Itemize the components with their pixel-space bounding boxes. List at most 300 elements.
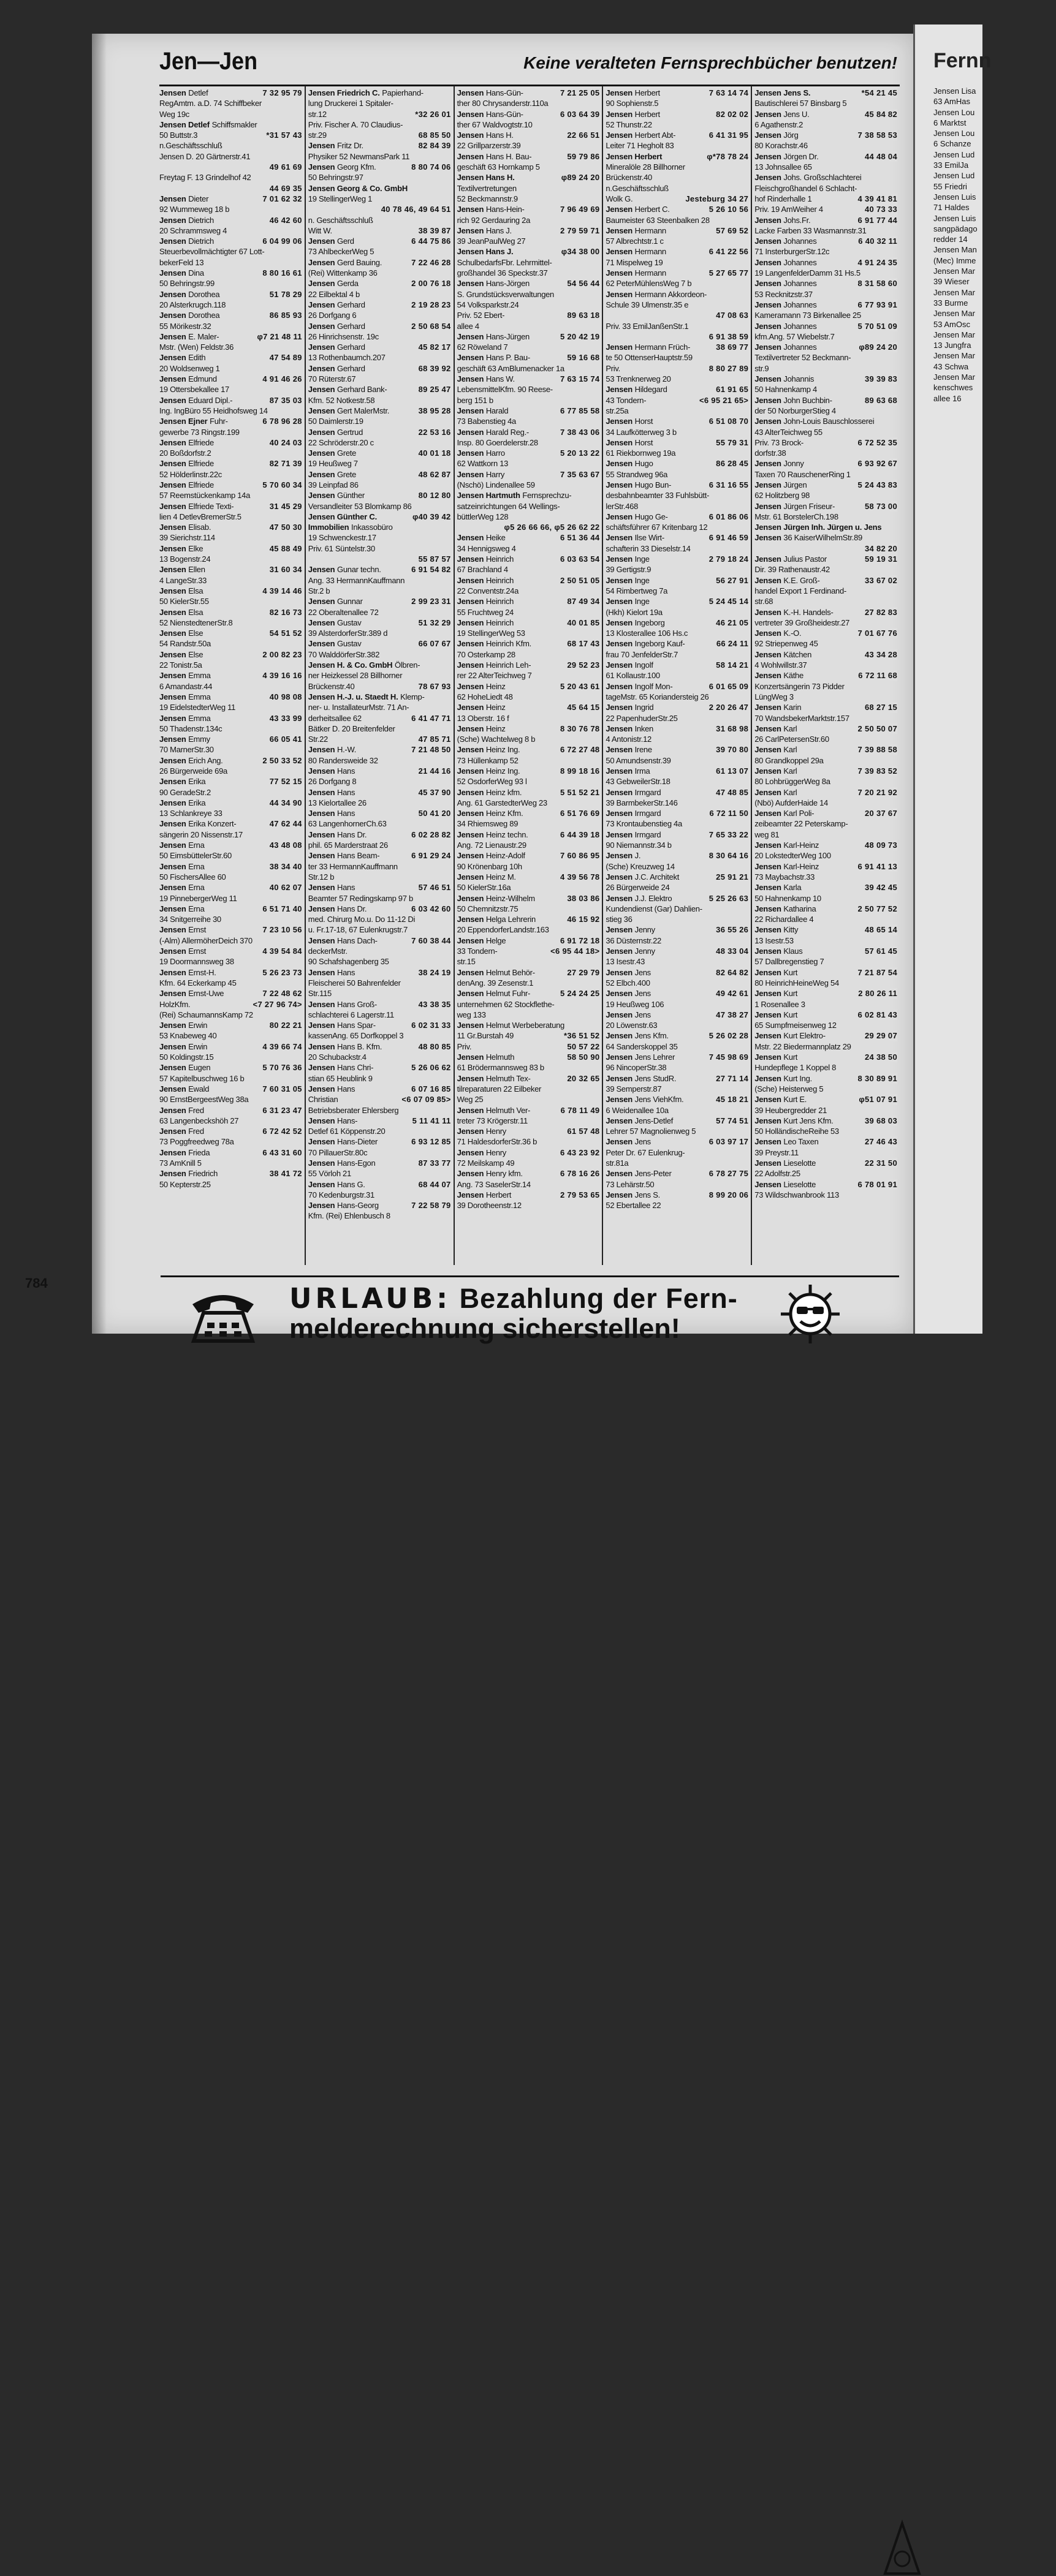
listing-detail: Inge [634, 597, 650, 606]
listing-line [159, 363, 302, 374]
listing-phone-number: 4 91 24 35 [856, 257, 897, 268]
listing-line [308, 1105, 451, 1116]
listing-phone-number: 5 70 60 34 [260, 480, 302, 490]
listing-name: Jensen [159, 268, 186, 278]
listing-phone-number: 46 42 60 [267, 215, 302, 225]
listing-line [754, 861, 897, 872]
listing-line [308, 448, 451, 458]
listing-phone-number: 6 03 97 17 [707, 1136, 748, 1147]
listing-phone-number: 57 61 45 [862, 946, 897, 956]
listing-name: Jensen [457, 88, 484, 97]
listing-detail: Hans Spar- [337, 1021, 376, 1030]
listing-phone-number: 48 33 04 [713, 946, 748, 956]
listing-line [606, 448, 748, 458]
listing-phone-number: 6 72 42 52 [260, 1126, 302, 1136]
listing-detail: Ewald [188, 1084, 210, 1093]
listing-line [457, 490, 600, 500]
listing-line [606, 1147, 748, 1158]
listing-name: Jensen [308, 1201, 335, 1211]
listing-line [159, 406, 302, 416]
listing-line [159, 787, 302, 798]
listing-line [754, 310, 897, 320]
listing-name: Jensen [606, 554, 632, 564]
listing-detail: (-Alm) AllermöherDeich 370 [159, 935, 253, 945]
listing-detail: n.Geschäftsschluß [606, 183, 669, 193]
listing-detail: Gerhard [337, 300, 365, 309]
listing-line [754, 1030, 897, 1041]
listing-detail: 50 Behringstr.97 [308, 173, 363, 183]
listing-detail: Lehrer 57 Magnolienweg 5 [606, 1127, 696, 1136]
listing-line [606, 638, 748, 649]
listing-name: Jensen [457, 575, 484, 585]
listing-detail: Jens U. [783, 109, 810, 119]
listing-phone-number: 6 03 63 54 [558, 554, 599, 564]
listing-name: Jensen H.-J. u. Staedt H. [308, 692, 398, 701]
listing-line [606, 406, 748, 416]
listing-detail: 13 Kielortallee 26 [308, 798, 367, 807]
listing-line [159, 618, 302, 628]
listing-line [159, 448, 302, 458]
listing-phone-number: 8 80 16 61 [260, 268, 302, 278]
listing-line [754, 437, 897, 448]
listing-line [754, 342, 897, 352]
listing-line [606, 575, 748, 586]
listing-detail: Grete [337, 469, 357, 479]
listing-name: Jensen Detlef [159, 119, 210, 129]
listing-detail: weg 81 [754, 829, 780, 839]
listing-line [457, 246, 600, 257]
listing-name: Jensen [606, 829, 632, 839]
listing-detail: Heinz [485, 723, 506, 733]
listing-line [308, 840, 451, 850]
listing-name: Jensen [606, 893, 632, 903]
listing-name: Jensen [754, 374, 781, 384]
listing-name: Jensen [159, 1021, 186, 1030]
listing-line [308, 850, 451, 861]
listing-detail: hof Rinderhalle 1 [754, 194, 812, 203]
listing-detail: Herbert [634, 109, 660, 119]
listing-line [606, 172, 748, 183]
listing-line [308, 956, 451, 967]
listing-name: Jensen [308, 1041, 335, 1051]
listing-detail: 39 BarmbekerStr.146 [606, 798, 678, 807]
listing-detail: 50 Behringstr.99 [159, 279, 215, 289]
listing-detail: Klemp- [400, 692, 425, 701]
listing-detail: Heike [485, 533, 506, 543]
listing-phone-number: 6 91 54 82 [409, 564, 450, 575]
listing-phone-number: 59 79 86 [564, 151, 599, 162]
listing-detail: Erich Ang. [188, 755, 223, 765]
listing-detail: Bätker D. 20 Breitenfelder [308, 723, 395, 733]
listing-name: Jensen [457, 554, 484, 564]
listing-line [159, 289, 302, 300]
listing-detail: 57 Reemstückenkamp 14a [159, 491, 251, 500]
listing-name: Jensen Jens S. [754, 88, 811, 97]
listing-detail: (Nbö) AufderHaide 14 [754, 798, 828, 807]
listing-detail: Johs. Großschlachterei [783, 173, 862, 183]
listing-name: Jensen [606, 289, 632, 299]
listing-phone-number: 6 40 32 11 [856, 236, 897, 246]
listing-detail: Jens-Detlef [634, 1116, 674, 1125]
telephone-icon [186, 1286, 260, 1345]
listing-phone-number: 43 34 28 [862, 649, 897, 660]
listing-name: Jensen [308, 565, 335, 575]
listing-line [754, 331, 897, 342]
listing-phone-number: 82 84 39 [416, 140, 451, 151]
listing-detail: Heinz-Wilhelm [485, 893, 535, 903]
listing-phone-number: 49 42 61 [713, 988, 748, 999]
listing-line [308, 766, 451, 776]
listing-detail: Kurt Jens Kfm. [783, 1116, 834, 1125]
listing-detail: 26 Dorfgang 8 [308, 777, 357, 787]
listing-detail: 52 Hölderlinstr.22c [159, 469, 222, 479]
listing-line [754, 692, 897, 702]
listing-detail: K.E. Groß- [783, 575, 820, 585]
listing-line [308, 882, 451, 893]
listing-phone-number: 6 01 65 09 [707, 681, 748, 692]
listing-detail: 90 ErnstBergeestWeg 38a [159, 1095, 249, 1105]
listing-line [159, 766, 302, 776]
listing-detail: 67 Brachland 4 [457, 565, 508, 575]
listing-line [457, 416, 600, 426]
listing-detail: Kätchen [783, 649, 812, 659]
listing-phone-number: 4 39 41 81 [856, 194, 897, 204]
listing-line [457, 512, 600, 522]
listing-detail: 6 Weidenallee 10a [606, 1105, 669, 1115]
listing-line [457, 268, 600, 278]
listing-name: Jensen [457, 1073, 484, 1083]
listing-detail: lerStr.468 [606, 501, 639, 511]
listing-line [754, 1020, 897, 1030]
listing-detail: 43 AlterTeichweg 55 [754, 427, 822, 437]
listing-detail: Hans Chri- [337, 1063, 374, 1073]
listing-detail: 50 Hahnenkamp 10 [754, 893, 821, 903]
listing-line [606, 904, 748, 914]
listing-line [159, 416, 302, 426]
listing-phone-number: 38 24 19 [416, 967, 451, 978]
adjacent-page-line: Jensen Lou [933, 107, 975, 117]
listing-detail: (Sche) Wachtelweg 8 b [457, 735, 536, 744]
listing-name: Jensen [159, 88, 186, 97]
listing-phone-number: 24 38 50 [862, 1052, 897, 1062]
listing-name: Jensen [457, 935, 484, 945]
listing-detail: Kfm. 52 Notkestr.58 [308, 395, 375, 405]
listing-phone-number: 2 50 33 52 [260, 755, 302, 766]
listing-name: Jensen [457, 639, 484, 649]
listing-line [308, 1084, 451, 1094]
listing-detail: berg 151 b [457, 395, 493, 405]
listing-detail: Inge [634, 575, 650, 585]
listing-line [159, 670, 302, 681]
listing-phone-number: 55 79 31 [713, 437, 748, 448]
listing-detail: LebensmittelKfm. 90 Reese- [457, 385, 553, 395]
listing-detail: 34 Snitgerreihe 30 [159, 915, 221, 924]
listing-line [457, 88, 600, 98]
listing-name: Jensen [754, 459, 781, 469]
listing-detail: ther 80 Chrysanderstr.110a [457, 99, 549, 108]
listing-name: Jensen [308, 1084, 335, 1093]
listing-detail: Hans [337, 787, 355, 797]
listing-line [606, 469, 748, 480]
listing-detail: 39 AlsterdorferStr.389 d [308, 629, 388, 638]
listing-name: Jensen [159, 989, 186, 999]
listing-phone-number: 5 26 02 28 [707, 1030, 748, 1041]
listing-phone-number: 2 99 23 31 [409, 596, 450, 606]
listing-name: Jensen [159, 1169, 186, 1179]
listing-line [754, 490, 897, 500]
listing-phone-number: 48 62 87 [416, 469, 451, 480]
listing-phone-number: 22 31 50 [862, 1158, 897, 1168]
listing-detail: Hans-Dieter [337, 1137, 378, 1147]
listing-detail: Jenny [634, 925, 655, 935]
listing-line [754, 278, 897, 289]
listing-line [159, 575, 302, 586]
listing-detail: Heinz Ing. [485, 766, 520, 776]
listing-name: Jensen [308, 935, 335, 945]
listing-line [308, 469, 451, 480]
listing-detail: satzeinrichtungen 64 Wellings- [457, 501, 560, 511]
listing-detail: Fred [188, 1105, 204, 1115]
listing-line [159, 194, 302, 204]
listing-line [308, 300, 451, 310]
listing-line [457, 924, 600, 935]
listing-phone-number: 4 91 46 26 [260, 374, 302, 384]
listing-line [606, 1105, 748, 1116]
adjacent-page-line: 6 Schanze [933, 139, 971, 149]
listing-line [457, 342, 600, 352]
listing-name: Jensen [754, 1116, 781, 1125]
listing-detail: 90 Krönenbarg 10h [457, 861, 522, 871]
listing-detail: 20 Löwenstr.63 [606, 1021, 658, 1030]
listing-line [308, 352, 451, 363]
listing-line [159, 225, 302, 236]
listing-line [606, 924, 748, 935]
listing-phone-number: 82 16 73 [267, 607, 302, 618]
listing-detail: 13 Klosterallee 106 Hs.c [606, 629, 688, 638]
listing-detail: ner- u. InstallateurMstr. 71 An- [308, 703, 409, 712]
listing-line [308, 183, 451, 194]
listing-name: Jensen [606, 681, 632, 691]
listing-name: Jensen Günther C. [308, 512, 377, 521]
listing-detail: Else [188, 629, 203, 638]
listing-phone-number: 22 66 51 [564, 130, 599, 140]
listing-detail: Karla [783, 883, 802, 893]
listing-detail: 34 Laufkötterweg 3 b [606, 427, 677, 437]
listing-detail: Hans- [337, 1116, 358, 1125]
adjacent-page-header: Fernn [933, 49, 992, 72]
listing-detail: J.C. Architekt [634, 872, 680, 882]
listing-line [606, 872, 748, 882]
listing-name: Jensen [606, 967, 632, 977]
listing-line [754, 1158, 897, 1168]
listing-detail: Jens [634, 989, 651, 999]
listing-phone-number: 36 55 26 [713, 924, 748, 935]
listing-detail: Ilse Wirt- [634, 533, 664, 543]
listing-phone-number: 6 51 71 40 [260, 904, 302, 914]
listing-detail: Heinz techn. [485, 829, 528, 839]
listing-line [159, 840, 302, 850]
listing-detail: 55 Mörikestr.32 [159, 321, 211, 331]
page-header-range: Jen—Jen [159, 47, 258, 75]
listing-detail: 22 PapenhuderStr.25 [606, 713, 678, 723]
listing-line [606, 88, 748, 98]
listing-line [159, 660, 302, 670]
listing-line [159, 427, 302, 437]
listing-detail: Beamter 57 Redingskamp 97 b [308, 893, 413, 903]
listing-detail: 54 Randstr.50a [159, 639, 211, 649]
listing-name: Jensen [606, 1137, 632, 1147]
listing-line [308, 543, 451, 554]
listing-line [457, 1158, 600, 1168]
listing-name: Jensen [606, 1116, 632, 1125]
listing-line [606, 1062, 748, 1073]
listing-detail: Hans-Gün- [485, 109, 523, 119]
listing-phone-number: 66 05 41 [267, 734, 302, 744]
listing-detail: 50 Koldingstr.15 [159, 1052, 214, 1062]
listing-phone-number: 47 48 85 [713, 787, 748, 798]
listing-line [606, 480, 748, 490]
listing-detail: Leo Taxen [783, 1137, 819, 1147]
listing-detail: Hermann Akkordeon- [634, 289, 707, 299]
listing-line [606, 257, 748, 268]
listing-detail: Karl [783, 787, 797, 797]
listing-name: Jensen [308, 1158, 335, 1168]
listing-phone-number: 6 72 11 68 [856, 670, 897, 681]
listing-line [457, 1200, 600, 1211]
listing-name: Jensen [457, 766, 484, 776]
listing-name: Jensen [754, 501, 781, 511]
listing-name: Jensen [754, 151, 781, 161]
listing-line [457, 183, 600, 194]
listing-detail: 50 KielerStr.55 [159, 597, 209, 606]
listing-phone-number: 51 78 29 [267, 289, 302, 300]
listing-name: Jensen [308, 1063, 335, 1073]
listing-detail: (Hkh) Kielort 19a [606, 607, 663, 617]
listing-line [606, 660, 748, 670]
listing-phone-number: 58 50 90 [564, 1052, 599, 1062]
listing-phone-number: 7 23 10 56 [260, 924, 302, 935]
listing-line [754, 522, 897, 532]
listing-name: Jensen [606, 247, 632, 257]
listing-phone-number: *32 26 01 [412, 109, 450, 119]
listing-detail: geschäft 63 Hornkamp 5 [457, 162, 540, 172]
listing-detail: Str.22 [308, 735, 328, 744]
listing-name: Jensen [308, 342, 335, 352]
listing-detail: 62 Wattkorn 13 [457, 459, 509, 469]
listing-detail: 20 Boßdorfstr.2 [159, 448, 211, 458]
listing-phone-number: 6 91 72 18 [558, 935, 599, 946]
listing-detail: Versandleiter 53 Blomkamp 86 [308, 501, 412, 511]
listing-detail: Klaus [783, 946, 803, 956]
listing-phone-number: 6 43 31 60 [260, 1147, 302, 1158]
listing-line [457, 660, 600, 670]
listing-line [159, 1094, 302, 1105]
listing-name: Jensen [159, 565, 186, 575]
listing-line [457, 988, 600, 999]
listing-line [606, 999, 748, 1010]
listing-line [159, 1062, 302, 1073]
adjacent-page-line: Jensen Man [933, 245, 977, 255]
listing-detail: Kurt [783, 1010, 798, 1019]
listing-line [457, 638, 600, 649]
listing-line [159, 1105, 302, 1116]
listing-detail: schafterin 33 Dieselstr.14 [606, 543, 691, 553]
listing-detail: Helmut Fuhr- [485, 989, 531, 999]
listing-line [457, 1073, 600, 1084]
listing-phone-number: 89 63 18 [564, 310, 599, 320]
listing-line [159, 818, 302, 829]
listing-line [159, 935, 302, 946]
listing-name: Jensen [754, 904, 781, 913]
listing-line [606, 978, 748, 988]
listing-detail: 13 Oberstr. 16 f [457, 713, 509, 723]
listing-detail: 57 Kapitelbuschweg 16 b [159, 1073, 245, 1083]
listing-phone-number: 89 63 68 [862, 395, 897, 406]
listing-line [606, 586, 748, 596]
listing-detail: 50 FischersAllee 60 [159, 872, 226, 882]
listing-line [159, 755, 302, 766]
listing-line [159, 384, 302, 395]
listing-name: Jensen [606, 459, 632, 469]
listing-line [308, 1200, 451, 1211]
adjacent-page-line: Jensen Mar [933, 266, 975, 276]
listing-detail: u. Fr.17-18, 67 Eulenkrugstr.7 [308, 925, 408, 935]
listing-detail: 50 Kepterstr.25 [159, 1179, 211, 1189]
listing-phone-number: 61 13 07 [713, 766, 748, 776]
listing-phone-number: 27 29 79 [564, 967, 599, 978]
listing-name: Jensen [457, 829, 484, 839]
listing-detail: Gerd [337, 236, 354, 246]
listing-detail: Hundepflege 1 Koppel 8 [754, 1063, 837, 1073]
listing-name: Jensen [159, 713, 186, 723]
listing-name: Jensen [457, 1052, 484, 1062]
listing-detail: 50 Hahnenkamp 4 [754, 385, 817, 395]
listing-detail: Ang. 61 GarstedterWeg 23 [457, 798, 547, 807]
listing-line [308, 501, 451, 512]
listing-name: Jensen [606, 597, 632, 606]
listing-detail: 39 Heubergredder 21 [754, 1105, 827, 1115]
listing-detail: allee 4 [457, 321, 479, 331]
listing-phone-number: 39 39 83 [862, 374, 897, 384]
listing-detail: str.25a [606, 406, 629, 415]
listing-line [606, 140, 748, 151]
listing-detail: 53 Recknitzstr.37 [754, 289, 813, 299]
listing-name: Jensen [159, 1063, 186, 1073]
listing-detail: Gerhard Bank- [337, 385, 387, 395]
listing-line [606, 564, 748, 575]
listing-detail: Edmund [188, 374, 217, 384]
listing-detail: Gerd Bauing. [337, 257, 382, 267]
listing-phone-number: 6 44 39 18 [558, 829, 599, 840]
listing-detail: Gunnar [337, 597, 363, 606]
listing-line [308, 798, 451, 808]
listing-name: Jensen [457, 1021, 484, 1030]
listing-detail: 62 HoheLiedt 48 [457, 692, 513, 701]
listing-line [606, 776, 748, 787]
listing-line [159, 1158, 302, 1168]
listing-line [308, 490, 451, 500]
listing-name: Jensen [159, 798, 186, 807]
listing-detail: 55 Vörloh 21 [308, 1169, 351, 1179]
listing-line [606, 522, 748, 532]
listing-detail: Kurt [783, 967, 798, 977]
listing-name: Jensen [754, 1095, 781, 1105]
listing-detail: Hans [337, 809, 355, 818]
listing-line [308, 162, 451, 172]
listing-line [754, 1136, 897, 1147]
listing-line [754, 660, 897, 670]
listing-detail: Emma [188, 692, 211, 701]
